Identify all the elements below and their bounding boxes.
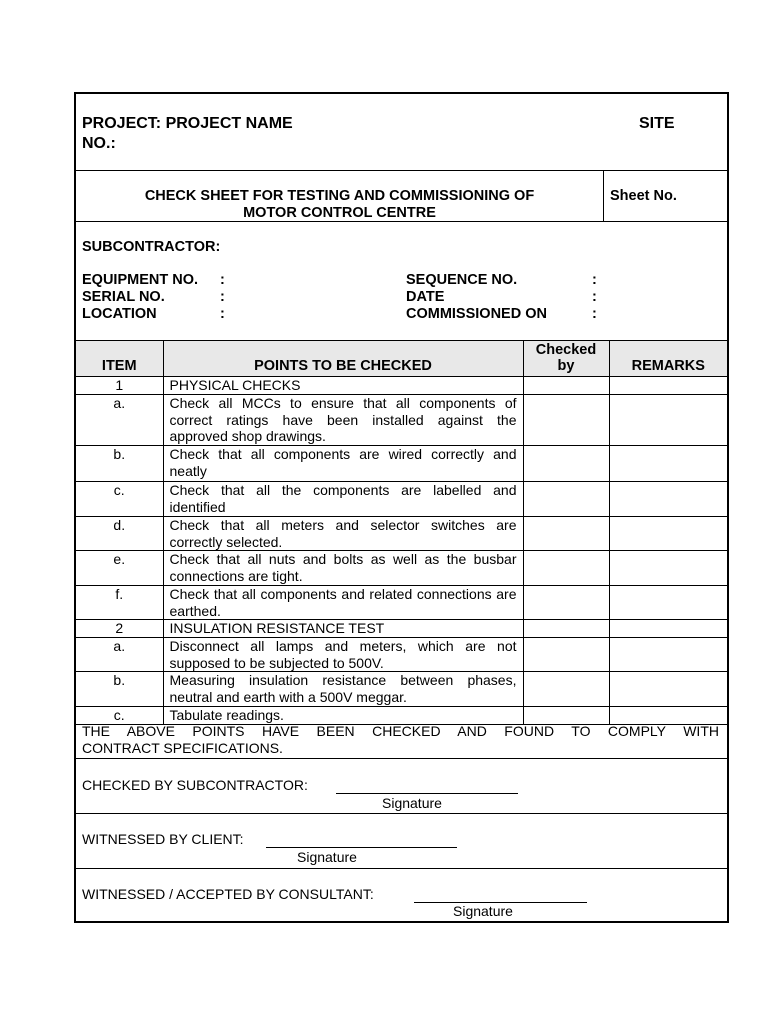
- separator: :: [220, 306, 225, 322]
- item-cell: e.: [76, 551, 163, 586]
- item-cell: a.: [76, 638, 163, 672]
- remarks-cell[interactable]: [609, 707, 727, 725]
- check-point-cell: PHYSICAL CHECKS: [163, 377, 523, 395]
- check-point-cell: Tabulate readings.: [163, 707, 523, 725]
- item-header: ITEM: [76, 341, 163, 377]
- check-point-cell: Check all MCCs to ensure that all components of correct ratings have been installed against the approved shop drawings.: [163, 395, 523, 446]
- info-left: [82, 272, 198, 323]
- project-line: PROJECT: PROJECT NAME: [82, 115, 293, 132]
- item-cell: d.: [76, 517, 163, 551]
- item-cell: c.: [76, 707, 163, 725]
- checked-by-header-line2: by: [557, 358, 575, 374]
- checked-by-cell[interactable]: [523, 638, 609, 672]
- checked-by-cell[interactable]: [523, 482, 609, 517]
- divider: [76, 758, 727, 759]
- signature-label: Signature: [297, 849, 357, 865]
- item-cell: c.: [76, 482, 163, 517]
- date-label: DATE: [406, 289, 445, 305]
- separator: :: [220, 272, 225, 288]
- checked-by-cell[interactable]: [523, 707, 609, 725]
- item-cell: a.: [76, 395, 163, 446]
- sheet-title: [76, 188, 603, 222]
- compliance-line2: CONTRACT SPECIFICATIONS.: [82, 739, 283, 756]
- remarks-cell[interactable]: [609, 395, 727, 446]
- table-row: [76, 551, 727, 586]
- remarks-cell[interactable]: [609, 638, 727, 672]
- witnessed-by-client-label: [82, 831, 244, 848]
- checked-by-cell[interactable]: [523, 377, 609, 395]
- remarks-cell[interactable]: [609, 586, 727, 620]
- remarks-cell[interactable]: [609, 517, 727, 551]
- checked-by-cell[interactable]: [523, 551, 609, 586]
- remarks-cell[interactable]: [609, 377, 727, 395]
- sheet-no-label: Sheet No.: [610, 188, 677, 204]
- subcontractor-label: SUBCONTRACTOR:: [82, 239, 221, 255]
- check-point-cell: Check that all the components are labelled and identified: [163, 482, 523, 517]
- item-cell: b.: [76, 672, 163, 707]
- item-cell: b.: [76, 446, 163, 482]
- client-signature-line[interactable]: [266, 847, 457, 848]
- checked-by-cell[interactable]: [523, 446, 609, 482]
- check-point-cell: Measuring insulation resistance between phases, neutral and earth with a 500V meggar.: [163, 672, 523, 707]
- compliance-line1: THE ABOVE POINTS HAVE BEEN CHECKED AND FOUND TO COMPLY WITH: [82, 723, 719, 739]
- checked-by-subcontractor-text: CHECKED BY SUBCONTRACTOR:: [82, 777, 308, 793]
- item-cell: 1: [76, 377, 163, 395]
- remarks-cell[interactable]: [609, 551, 727, 586]
- witnessed-by-consultant-label: [82, 886, 374, 903]
- table-row: [76, 395, 727, 446]
- site-label: SITE: [639, 115, 675, 132]
- divider: [76, 221, 727, 222]
- remarks-cell[interactable]: [609, 620, 727, 638]
- check-point-cell: Disconnect all lamps and meters, which are not supposed to be subjected to 500V.: [163, 638, 523, 672]
- table-row: [76, 707, 727, 725]
- info-right: [406, 272, 547, 323]
- divider: [76, 813, 727, 814]
- item-cell: 2: [76, 620, 163, 638]
- subcontractor-signature-line[interactable]: [336, 793, 518, 794]
- commissioned-on-label: COMMISSIONED ON: [406, 306, 547, 322]
- divider: [76, 868, 727, 869]
- points-header: POINTS TO BE CHECKED: [163, 341, 523, 377]
- checked-by-cell[interactable]: [523, 517, 609, 551]
- checked-by-cell[interactable]: [523, 620, 609, 638]
- site-no-label: NO.:: [82, 135, 116, 152]
- sequence-no-label: SEQUENCE NO.: [406, 272, 518, 288]
- table-row: [76, 482, 727, 517]
- witnessed-by-consultant-text: WITNESSED / ACCEPTED BY CONSULTANT:: [82, 886, 374, 902]
- serial-no-label: SERIAL NO.: [82, 289, 165, 305]
- sheet-title-line1: CHECK SHEET FOR TESTING AND COMMISSIONING OF: [144, 188, 535, 204]
- table-row: [76, 620, 727, 638]
- signature-label: Signature: [382, 795, 442, 811]
- check-point-cell: Check that all components are wired correctly and neatly: [163, 446, 523, 482]
- signature-label: Signature: [453, 903, 513, 919]
- check-point-cell: INSULATION RESISTANCE TEST: [163, 620, 523, 638]
- table-row: [76, 446, 727, 482]
- remarks-cell[interactable]: [609, 672, 727, 707]
- divider: [76, 170, 727, 171]
- table-row: [76, 517, 727, 551]
- checked-by-header-line1: Checked: [535, 342, 597, 358]
- remarks-cell[interactable]: [609, 446, 727, 482]
- checked-by-cell[interactable]: [523, 672, 609, 707]
- witnessed-by-client-text: WITNESSED BY CLIENT:: [82, 831, 244, 847]
- check-point-cell: Check that all components and related connections are earthed.: [163, 586, 523, 620]
- table-row: [76, 638, 727, 672]
- info-left-separators: [220, 272, 225, 323]
- check-point-cell: Check that all meters and selector switches are correctly selected.: [163, 517, 523, 551]
- sheet-title-line2: MOTOR CONTROL CENTRE: [243, 205, 436, 221]
- checklist-table: [76, 340, 727, 725]
- table-row: [76, 586, 727, 620]
- compliance-statement: [82, 723, 719, 756]
- separator: :: [592, 289, 597, 305]
- checked-by-cell[interactable]: [523, 586, 609, 620]
- divider: [603, 170, 604, 221]
- check-point-cell: Check that all nuts and bolts as well as the busbar connections are tight.: [163, 551, 523, 586]
- checked-by-subcontractor-label: [82, 777, 308, 794]
- checked-by-header: [523, 341, 609, 377]
- equipment-no-label: EQUIPMENT NO.: [82, 272, 199, 288]
- check-sheet: [74, 92, 729, 923]
- separator: :: [592, 272, 597, 288]
- remarks-header: REMARKS: [609, 341, 727, 377]
- separator: :: [592, 306, 597, 322]
- separator: :: [220, 289, 225, 305]
- item-cell: f.: [76, 586, 163, 620]
- checked-by-cell[interactable]: [523, 395, 609, 446]
- remarks-cell[interactable]: [609, 482, 727, 517]
- table-row: [76, 377, 727, 395]
- table-row: [76, 672, 727, 707]
- location-label: LOCATION: [82, 306, 157, 322]
- info-right-separators: [592, 272, 597, 323]
